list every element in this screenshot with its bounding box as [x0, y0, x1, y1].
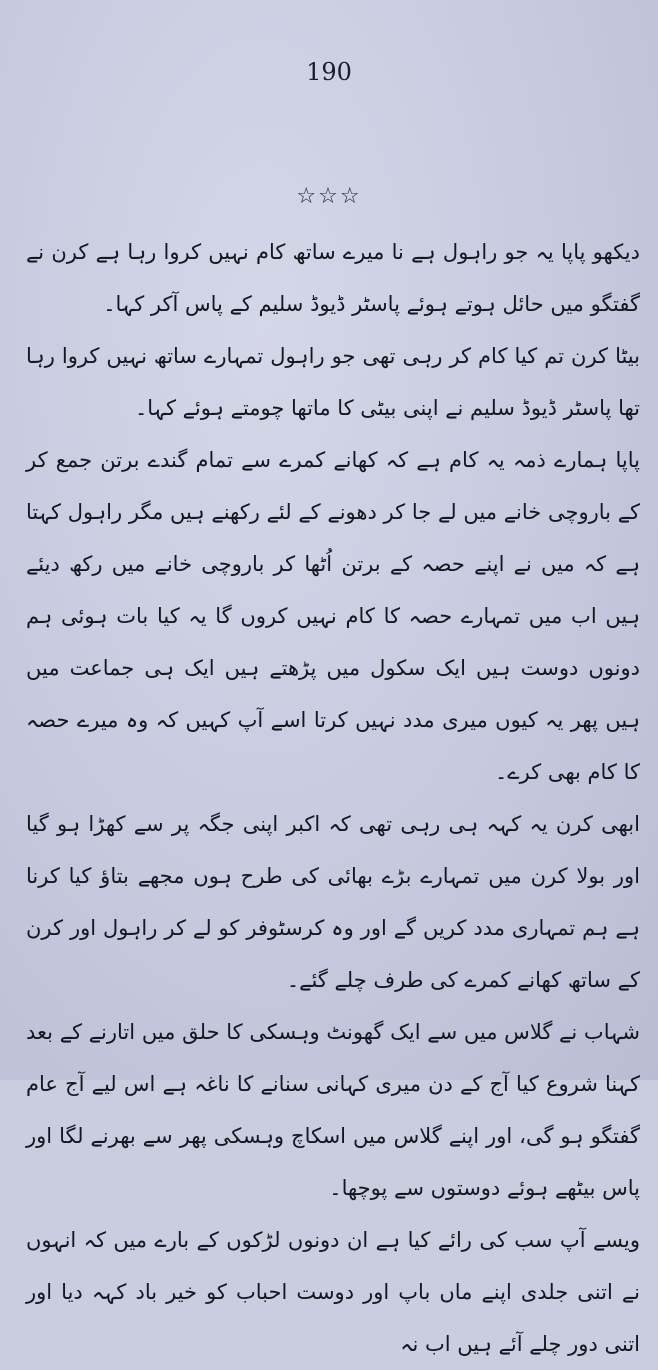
section-separator-stars: ☆☆☆: [296, 184, 362, 209]
paragraph: پاپا ہمارے ذمہ یہ کام ہے کہ کھانے کمرے سے تمام گندے برتن جمع کر کے باروچی خانے میں لے جا کر دھونے کے لئے رکھنے ہیں مگر راہول کہتا ہے کہ میں نے اپنے حصہ کے برتن اُٹھا کر باروچی خانے میں رکھ دیئے ہیں اب میں تمہارے حصہ کا کام نہیں کروں گا یہ کیا بات ہوئی ہم دونوں دوست ہیں ایک سکول میں پڑھتے ہیں ایک ہی جماعت میں ہیں پھر یہ کیوں میری مدد نہیں کرتا اسے آپ کہیں کہ وہ میرے حصہ کا کام بھی کرے۔: [26, 448, 640, 784]
paragraph: شہاب نے گلاس میں سے ایک گھونٹ وہسکی کا حلق میں اتارنے کے بعد کہنا شروع کیا آج کے دن میری کہانی سنانے کا ناغہ ہے اس لیے آج عام گفتگو ہو گی، اور اپنے گلاس میں اسکاچ وہسکی پھر سے بھرنے لگا اور پاس بیٹھے ہوئے دوستوں سے پوچھا۔: [26, 1020, 640, 1200]
paragraph: بیٹا کرن تم کیا کام کر رہی تھی جو راہول تمہارے ساتھ نہیں کروا رہا تھا پاسٹر ڈیوڈ سلیم نے اپنی بیٹی کا ماتھا چومتے ہوئے کہا۔: [26, 344, 640, 420]
paragraph: دیکھو پاپا یہ جو راہول ہے نا میرے ساتھ کام نہیں کروا رہا ہے کرن نے گفتگو میں حائل ہوتے ہوئے پاسٹر ڈیوڈ سلیم کے پاس آکر کہا۔: [26, 240, 640, 316]
paragraph: ابھی کرن یہ کہہ ہی رہی تھی کہ اکبر اپنی جگہ پر سے کھڑا ہو گیا اور بولا کرن میں تمہارے بڑے بھائی کی طرح ہوں مجھے بتاؤ کیا کرنا ہے ہم تمہاری مدد کریں گے اور وہ کرسٹوفر کو لے کر راہول اور کرن کے ساتھ کھانے کمرے کی طرف چلے گئے۔: [26, 812, 640, 992]
page-number: 190: [306, 58, 352, 86]
paragraph: ویسے آپ سب کی رائے کیا ہے ان دونوں لڑکوں کے بارے میں کہ انہوں نے اتنی جلدی اپنے ماں باپ اور دوست احباب کو خیر باد کہہ دیا اور اتنی دور چلے آئے ہیں اب نہ: [26, 1228, 640, 1356]
body-text: [26, 226, 640, 1370]
